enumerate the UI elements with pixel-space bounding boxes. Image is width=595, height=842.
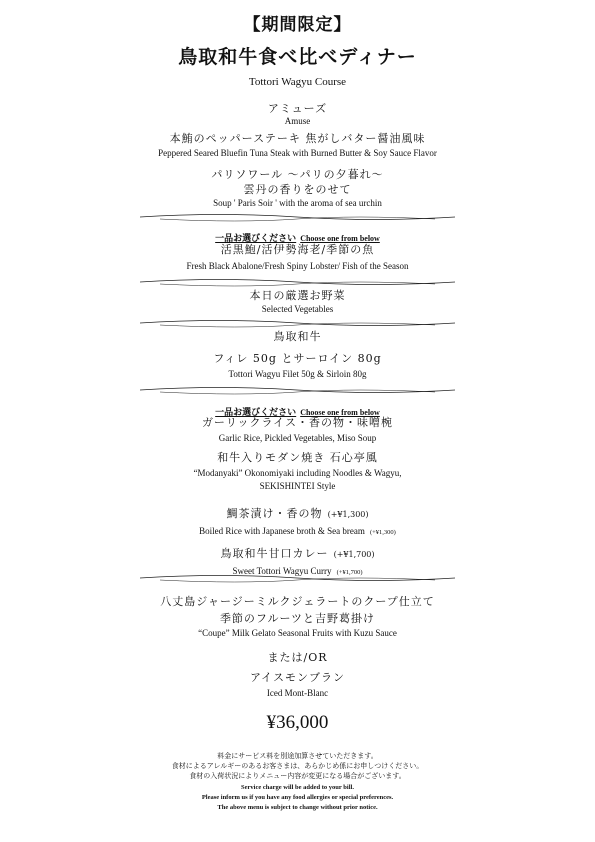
wagyu-en: Tottori Wagyu Filet 50g & Sirloin 80g	[228, 369, 367, 379]
choice1-en: Choose one from below	[300, 234, 380, 243]
mont-blanc-jp: アイスモンブラン	[250, 671, 345, 684]
limited-label: 【期間限定】	[243, 15, 352, 35]
modanyaki-jp: 和牛入りモダン焼き 石心亭風	[217, 451, 378, 464]
vegetables-jp: 本日の厳選お野菜	[249, 289, 346, 302]
soup-jp-line1: パリソワール ～パリの夕暮れ～	[211, 168, 384, 181]
course-price: ¥36,000	[266, 712, 329, 733]
ornamental-divider	[140, 571, 455, 585]
wagyu-jp-line1: 鳥取和牛	[273, 330, 322, 343]
choice1-item-jp: 活黒鮑/活伊勢海老/季節の魚	[220, 243, 375, 256]
footer-note-jp-3: 食材の入荷状況によりメニュー内容が変更になる場合がございます。	[189, 772, 406, 780]
ornamental-divider	[140, 210, 455, 224]
soup-en: Soup ' Paris Soir ' with the aroma of sea urchin	[213, 198, 382, 208]
curry-en: Sweet Tottori Wagyu Curry	[232, 566, 332, 576]
wagyu-jp-line2: フィレ 50g とサーロイン 80g	[213, 352, 382, 365]
modanyaki-en-line1: “Modanyaki” Okonomiyaki including Noodles & Wagyu,	[193, 468, 402, 478]
choice2-en: Choose one from below	[300, 408, 380, 417]
footer-note-jp-1: 料金にサービス料を別途加算させていただきます。	[217, 752, 378, 760]
curry-price-en: (+¥1,700)	[336, 569, 363, 576]
chazuke-en: Boiled Rice with Japanese broth & Sea bream	[199, 526, 365, 536]
curry-jp: 鳥取和牛甘口カレー	[220, 547, 329, 560]
modanyaki-en-line2: SEKISHINTEI Style	[259, 481, 336, 491]
chazuke-price-jp: (+¥1,300)	[327, 510, 369, 519]
footer-note-en-1: Service charge will be added to your bill.	[241, 784, 354, 791]
chazuke-price-en: (+¥1,300)	[369, 529, 396, 536]
choice2-jp: 一品お選びください	[215, 408, 297, 418]
footer-note-en-3: The above menu is subject to change without prior notice.	[217, 804, 378, 811]
vegetables-en: Selected Vegetables	[261, 304, 334, 314]
soup-jp-line2: 雲丹の香りをのせて	[243, 183, 352, 196]
chazuke-en-row	[0, 519, 595, 538]
or-label: または/OR	[267, 651, 328, 664]
curry-price-jp: (+¥1,700)	[333, 550, 375, 559]
ornamental-divider	[140, 383, 455, 397]
footer-note-en-2: Please inform us if you have any food allergies or special preferences.	[201, 794, 394, 801]
tuna-jp: 本鮪のペッパーステーキ 焦がしバター醤油風味	[169, 132, 426, 145]
garlic-rice-en: Garlic Rice, Pickled Vegetables, Miso Soup	[218, 433, 377, 443]
amuse-en: Amuse	[284, 116, 311, 126]
dessert-en: “Coupe” Milk Gelato Seasonal Fruits with Kuzu Sauce	[198, 628, 397, 638]
page-title: 鳥取和牛食べ比べディナー	[178, 46, 417, 68]
dessert-jp-line1: 八丈島ジャージーミルクジェラートのクープ仕立て	[160, 595, 435, 608]
choice1-jp: 一品お選びください	[215, 234, 297, 244]
footer-note-jp-2: 食材によるアレルギーのあるお客さまは、あらかじめ係にお申しつけください。	[171, 762, 424, 770]
course-subtitle: Tottori Wagyu Course	[248, 76, 347, 88]
tuna-en: Peppered Seared Bluefin Tuna Steak with Burned Butter & Soy Sauce Flavor	[158, 148, 437, 158]
chazuke-jp: 鯛茶漬け・香の物	[226, 507, 323, 520]
amuse-jp: アミューズ	[267, 102, 328, 115]
garlic-rice-jp: ガーリックライス・香の物・味噌椀	[201, 416, 394, 429]
choice1-item-en: Fresh Black Abalone/Fresh Spiny Lobster/ Fish of the Season	[186, 261, 409, 271]
mont-blanc-en: Iced Mont-Blanc	[266, 688, 329, 698]
dessert-jp-line2: 季節のフルーツと吉野葛掛け	[219, 612, 376, 625]
